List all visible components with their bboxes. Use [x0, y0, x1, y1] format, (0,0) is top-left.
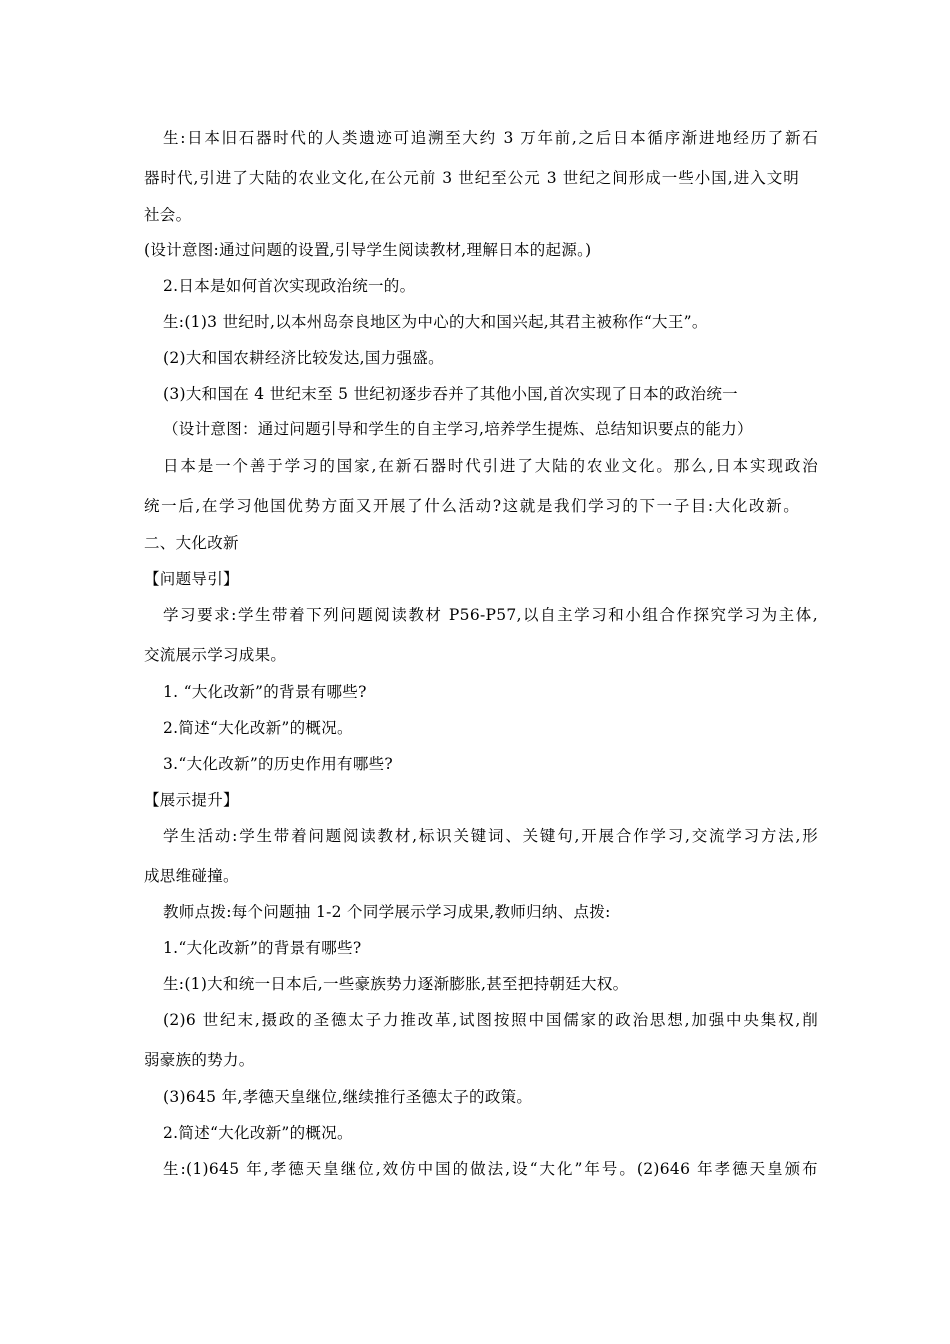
question-item: 2.简述“大化改新”的概况。 [163, 719, 353, 737]
section-heading: 二、大化改新 [144, 534, 239, 552]
answer-line: 生:(1)645 年,孝德天皇继位,效仿中国的做法,设“大化”年号。(2)646 年孝德天皇颁布 [163, 1160, 818, 1178]
paragraph-line: 统一后,在学习他国优势方面又开展了什么活动?这就是我们学习的下一子目:大化改新。 [144, 497, 799, 515]
answer-line: (2)大和国农耕经济比较发达,国力强盛。 [163, 349, 444, 367]
question-item: 1. “大化改新”的背景有哪些? [163, 683, 367, 701]
question-item: 3.“大化改新”的历史作用有哪些? [163, 755, 394, 773]
answer-line: (3)645 年,孝德天皇继位,继续推行圣德太子的政策。 [163, 1088, 533, 1106]
question-item: 2.日本是如何首次实现政治统一的。 [163, 277, 416, 295]
paragraph-line: 交流展示学习成果。 [144, 646, 287, 664]
design-intent-note: (设计意图:通过问题的设置,引导学生阅读教材,理解日本的起源。) [144, 241, 592, 259]
paragraph-line: 器时代,引进了大陆的农业文化,在公元前 3 世纪至公元 3 世纪之间形成一些小国,进入文明 [144, 169, 799, 187]
answer-line: 弱豪族的势力。 [144, 1051, 255, 1069]
answer-line: 生:(1)大和统一日本后,一些豪族势力逐渐膨胀,甚至把持朝廷大权。 [163, 975, 629, 993]
subsection-heading: 【展示提升】 [144, 791, 239, 809]
answer-line: (2)6 世纪末,摄政的圣德太子力推改革,试图按照中国儒家的政治思想,加强中央集权,削 [163, 1011, 818, 1029]
paragraph-line: 社会。 [144, 206, 192, 224]
question-item: 1.“大化改新”的背景有哪些? [163, 939, 362, 957]
paragraph-line: 成思维碰撞。 [144, 867, 239, 885]
paragraph-line: 学生活动:学生带着问题阅读教材,标识关键词、关键句,开展合作学习,交流学习方法,形 [163, 827, 818, 845]
answer-line: 生:(1)3 世纪时,以本州岛奈良地区为中心的大和国兴起,其君主被称作“大王”。 [163, 313, 708, 331]
paragraph-line: 生:日本旧石器时代的人类遗迹可追溯至大约 3 万年前,之后日本循序渐进地经历了新石 [163, 129, 818, 147]
paragraph-line: 学习要求:学生带着下列问题阅读教材 P56-P57,以自主学习和小组合作探究学习为主体, [163, 606, 818, 624]
design-intent-note: （设计意图：通过问题引导和学生的自主学习,培养学生提炼、总结知识要点的能力） [163, 420, 753, 438]
answer-line: (3)大和国在 4 世纪末至 5 世纪初逐步吞并了其他小国,首次实现了日本的政治统一 [163, 385, 738, 403]
paragraph-line: 教师点拨:每个问题抽 1-2 个同学展示学习成果,教师归纳、点拨: [163, 903, 611, 921]
paragraph-line: 日本是一个善于学习的国家,在新石器时代引进了大陆的农业文化。那么,日本实现政治 [163, 457, 818, 475]
subsection-heading: 【问题导引】 [144, 570, 239, 588]
question-item: 2.简述“大化改新”的概况。 [163, 1124, 353, 1142]
